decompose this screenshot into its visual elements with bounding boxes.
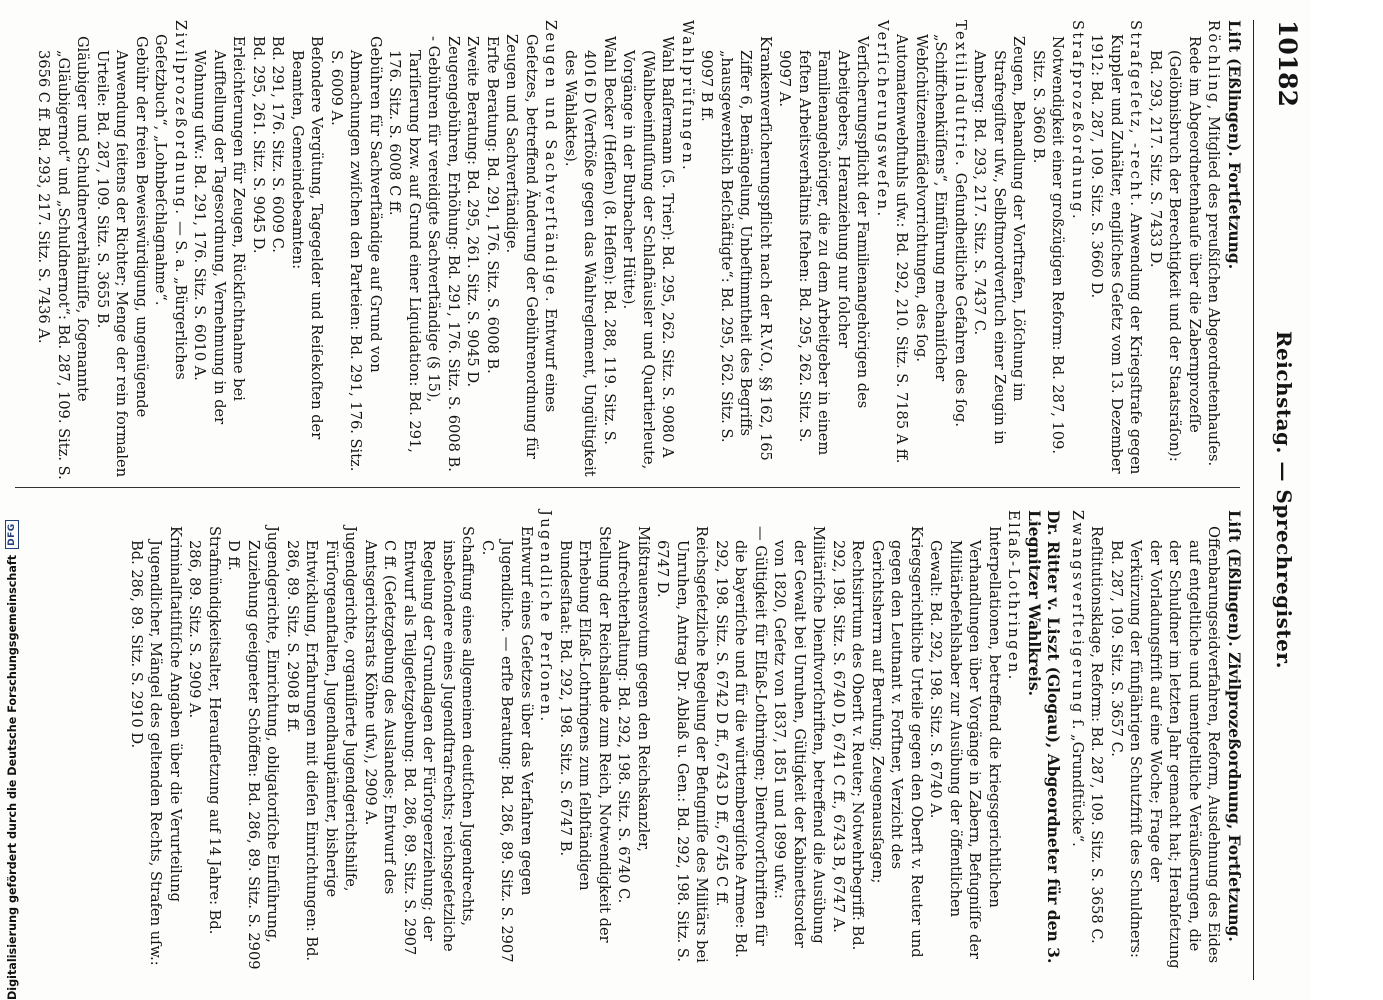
index-entry xyxy=(678,20,698,480)
index-entry xyxy=(1004,510,1024,970)
dfg-logo: DFG xyxy=(5,520,19,549)
index-entry xyxy=(770,510,829,970)
entry-text: Beſondere Vergütung, Tagegelder und Reiſekoſten der Beamten, Gemeindebeamten: xyxy=(289,36,326,440)
index-entry xyxy=(556,510,615,970)
entry-text: Gläubiger und Schuldnerverhältniſſe, ſogenannte „Gläubigernot“ und „Schuldnernot“: Bd. 287, 109. Sitz. S. 3656 C ff. Bd. 293, 217. Sitz. S. 7436 A. xyxy=(35,36,92,480)
entry-keyword: Jugendliche Perſonen. xyxy=(537,510,555,724)
entry-text: Notwendigkeit einer großzügigen Reform: Bd. 287, 109. Sitz. S. 3660 B. xyxy=(1030,36,1067,455)
entry-text: Zeugen, Behandlung der Vorſtrafen, Löſchung im Strafregiſter uſw., Selbſtmordverſuch einer Zeugin in Amberg: Bd. 293, 217. Sitz. S. 7437 C. xyxy=(971,36,1028,445)
index-entry xyxy=(970,20,1029,480)
index-entry xyxy=(444,20,464,480)
index-entry xyxy=(1068,20,1088,480)
left-column-heading: Liſt (Eßlingen). Fortſetzung. xyxy=(1225,20,1244,270)
index-entry xyxy=(463,20,483,480)
entry-keyword: Röchling, xyxy=(1205,20,1223,112)
index-entry xyxy=(775,20,873,480)
entry-text: Bd. 291, 176. Sitz. S. 6009 C. xyxy=(269,36,287,253)
entry-text: Entwurf eines Geſetzes, betreffend Änderung der Gebührenordnung für Zeugen und Sachverſtändige. xyxy=(503,34,560,459)
digitization-credit xyxy=(0,0,24,1000)
index-entry xyxy=(1204,20,1224,480)
entry-keyword: Elſaß-Lothringen. xyxy=(1005,510,1023,682)
index-entry xyxy=(1146,20,1205,480)
index-entry xyxy=(561,20,620,480)
entry-text: Verſicherungspflicht der Familienangehörigen des Arbeitgebers, Heranziehung nur ſolcher Familienangehöriger, die zu dem Arbeitgeber in einem feſten Arbeitsverhältnis ſtehen: Bd. 295, 262. Sitz. S. 9097 A. xyxy=(776,36,872,456)
index-entry xyxy=(653,510,712,970)
entry-text: ſ. „Grundſtücke“. xyxy=(1069,714,1086,847)
right-column-heading: Liſt (Eßlingen). Zivilprozeßordnung, Fortſetzung. xyxy=(1225,510,1244,942)
entry-text: Jugendgerichte, Einrichtung, obligatoriſche Einführung, Zuziehung geeigneter Schöffen: Bd. 286, 89. Sitz. S. 2909 D ff. xyxy=(225,526,282,970)
entry-text: Erſte Beratung: Bd. 291, 176. Sitz. S. 6008 B. xyxy=(484,36,501,374)
entry-text: — Gültigkeit für Elſaß-Lothringen; Dienſtvorſchriften für die bayeriſche und für die württembergiſche Armee: Bd. 292, 198. Sitz. S. 6742 D ff., 6743 D ff., 6745 C ff. xyxy=(713,526,769,958)
entry-text: Offenbarungseidverfahren, Reform, Ausdehnung des Eides auf entgeltliche und unentgeltliche Veräußerungen, die der Schuldner im letzten Jahr gemacht hat; Herabſetzung der Vorladungsfriſt auf eine Woche; Frage der Verkürzung der fünfjährigen Schutzfriſt des Schuldners: Bd. 287, 109. Sitz. S. 3657 C. xyxy=(1108,526,1223,969)
index-entry xyxy=(385,20,444,480)
entry-text: Mitglied des preußiſchen Abgeordnetenhauſes. xyxy=(1205,111,1223,467)
entry-text: Gebühr der freien Beweiswürdigung, ungenügende Anwendung ſeitens der Richter; Menge der rein formalen Urteile: Bd. 287, 109. Sitz. S. 3655 B. xyxy=(94,36,150,478)
index-entry xyxy=(327,20,386,480)
entry-text: Militäriſche Dienſtvorſchriften, betreffend die Ausübung der Gewalt bei Unruhen, Gültigkeit der Kabinettsorder von 1820, Geſetz von 1837, 1851 und 1899 uſw.: xyxy=(771,526,828,948)
entry-keyword: Zwangsverſteigerung xyxy=(1069,510,1086,715)
column-divider xyxy=(15,487,1240,488)
entry-text: Interpellationen, betreffend die kriegsgerichtlichen Verhandlungen über Vorgänge in Zabern, Befugniſſe der Militärbefehlshaber zur Ausübung der öffentlichen Gewalt: Bd. 292, 198. Sitz. S. 6740 A. xyxy=(927,526,1003,959)
index-entry xyxy=(361,510,478,970)
entry-text: Jugendgerichte, organiſierte Jugendgerichtshilfe, Fürſorgeanſtalten, Jugendhauptämter, bisherige Entwicklung, Erfahrungen mit dieſen Einrichtungen: Bd. 286, 89. Sitz. S. 2908 B ff. xyxy=(284,526,360,962)
entry-keyword: Zivilprozeßordnung. xyxy=(172,20,189,217)
entry-text: Reſtitutionsklage, Reform: Bd. 287, 109. Sitz. S. 3658 C. xyxy=(1088,526,1106,944)
index-entry xyxy=(127,510,186,970)
entry-text: Kriegsgerichtliche Urteile gegen den Oberſt v. Reuter und gegen den Leutnant v. Forſtner, Verzicht des Gerichtsherrn auf Berufung; Zeugenausſagen; Rechtsirrtum des Oberſt v. Reuter; Notwehrbegriff: Bd. 292, 198. Sitz. S. 6740 D, 6741 C ff., 6743 B, 6747 A. xyxy=(830,526,925,958)
index-entry xyxy=(268,20,288,480)
entry-text: Krankenverſicherungspflicht nach der R.V.O., §§ 162, 165 Ziffer 6, Bemängelung, Unbeſtimmtheit des Begriffs „hausgewerblich Beſchäftigte“: Bd. 295, 262. Sitz. S. 9097 B ff. xyxy=(698,36,774,461)
entry-text: Zweite Beratung: Bd. 295, 261. Sitz. S. 9045 D. xyxy=(464,36,482,388)
index-entry xyxy=(151,20,190,480)
index-entry xyxy=(34,20,93,480)
index-entry xyxy=(619,20,678,480)
entry-keyword: Strafgeſetz, -recht. xyxy=(1127,20,1145,209)
index-entry xyxy=(892,20,970,480)
entry-text: Bd. 295, 261. Sitz. S. 9045 D. xyxy=(250,36,267,254)
index-entry xyxy=(190,20,249,480)
index-entry xyxy=(1068,510,1088,970)
index-entry xyxy=(536,510,556,970)
entry-text: Gebühren für Sachverſtändige auf Grund von Abmachungen zwiſchen den Parteien: Bd. 291, 176. Sitz. S. 6009 A. xyxy=(328,36,384,472)
index-entry xyxy=(224,510,283,970)
index-entry xyxy=(185,510,224,970)
credit-text: Digitalisierung gefördert durch die Deutsche Forschungsgemeinschaft xyxy=(5,554,19,1000)
entry-text: Geſundheitliche Gefahren des ſog. „Schiffchenküſſens“, Einführung mechaniſcher Webſchützeneinfädelvorrichtungen, des ſog. Automatenwebſtuhls uſw.: Bd. 292, 210. Sitz. S. 7185 A ff. xyxy=(893,34,969,464)
right-column xyxy=(127,510,1245,970)
right-entry-list-2 xyxy=(127,510,1024,970)
index-entry xyxy=(478,510,537,970)
entry-keyword: Textilinduſtrie. xyxy=(952,20,969,169)
index-entry xyxy=(697,20,775,480)
entry-text: Anwendung der Kriegsſtrafe gegen Kuppler und Zuhälter, engliſches Geſetz vom 13. Dezember 1912: Bd. 287, 109. Sitz. S. 3660 D. xyxy=(1088,34,1145,475)
entry-keyword: Verſicherungsweſen. xyxy=(874,20,891,219)
speaker-heading-v-liszt: Dr. Ritter v. Liszt (Glogau), Abgeordneter für den 3. Liegnitzer Wahlkreis. xyxy=(1025,510,1064,964)
index-entry xyxy=(614,510,653,970)
entry-text: Kriminalſtatiſtiſche Angaben über die Verurteilung Jugendlicher, Mängel des geltenden Rechts, Strafen uſw.: Bd. 286, 89. Sitz. S. 2910 D. xyxy=(128,526,184,966)
entry-text: Mißtrauensvotum gegen den Reichskanzler, Aufrechterhaltung: Bd. 292, 198. Sitz. S. 6740 C. xyxy=(615,526,652,904)
index-entry xyxy=(1087,20,1146,480)
entry-text: Entwurf eines Geſetzes über das Verfahren gegen Jugendliche. — erſte Beratung: Bd. 286, 89. Sitz. S. 2907 C. xyxy=(479,526,535,963)
entry-text: Zeugengebühren, Erhöhung: Bd. 291, 176. Sitz. S. 6008 B. xyxy=(445,36,462,472)
index-entry xyxy=(1029,20,1068,480)
index-entry xyxy=(93,20,152,480)
index-entry xyxy=(1087,510,1107,970)
entry-keyword: Wahlprüfungen. xyxy=(679,20,696,173)
left-entry-list xyxy=(34,20,1224,480)
entry-text: Strafmündigkeitsalter, Heraufſetzung auf 14 Jahre: Bd. 286, 89. Sitz. S. 2909 A. xyxy=(186,526,223,935)
entry-text: — S. a. „Bürgerliches Geſetzbuch“, „Lohnbeſchlagnahme“. xyxy=(152,34,189,380)
entry-text: - Gebühren für vereidigte Sachverſtändige (§ 15), Tariſierung bzw. auf Grund einer Liquidation: Bd. 291, 176. Sitz. S. 6008 C ff. xyxy=(386,36,443,453)
left-column xyxy=(34,20,1244,480)
index-entry xyxy=(712,510,771,970)
index-entry xyxy=(829,510,927,970)
entry-text: Wahl Becker (Heſſen) (8. Heſſen): Bd. 288, 119. Sitz. S. 4016 D (Verſtöße gegen das Wahlreglement, Ungültigkeit des Wahlaktes). xyxy=(562,36,618,477)
index-entry xyxy=(483,20,503,480)
index-entry xyxy=(502,20,561,480)
index-entry xyxy=(283,510,361,970)
entry-text: Wahl Baſſermann (5. Trier): Bd. 295, 262. Sitz. S. 9080 A (Wahlbeeinfluſſung der Schlafhäusler und Quartierleute, Vorgänge in der Burbacher Hütte). xyxy=(620,36,677,470)
entry-text: Reichsgeſetzliche Regelung der Befugniſſe des Militärs bei Unruhen, Antrag Dr. Ablaß u. Gen.: Bd. 292, 198. Sitz. S. 6747 D. xyxy=(654,526,711,963)
entry-keyword: Zeugen und Sachverſtändige. xyxy=(542,20,560,304)
entry-keyword: Strafprozeßordnung. xyxy=(1069,20,1086,222)
index-entry xyxy=(249,20,269,480)
page-title: Reichstag. — Sprechregister. xyxy=(1272,330,1296,670)
page-number: 10182 xyxy=(1273,20,1302,107)
running-header xyxy=(1253,20,1310,980)
entry-text: Erleichterungen für Zeugen, Rückſichtnahme bei Aufſtellung der Tagesordnung, Vernehmung in der Wohnung uſw.: Bd. 291, 176. Sitz. S. 6010 A. xyxy=(191,36,248,425)
right-entry-list xyxy=(1068,510,1224,970)
index-entry xyxy=(288,20,327,480)
entry-text: Schaffung eines allgemeinen deutſchen Jugendrechts, insbeſondere eines Jugendſtrafrechts; reichsgeſetzliche Regelung der Grundlagen der Fürſorgeerziehung; der Entwurf als Teilgeſetzgebung: Bd. 286, 89. Sitz. S. 2907 C ff. (Geſetzgebung des Auslandes; Entwurf des Amtsgerichtsrats Köhne uſw.), 2909 A. xyxy=(362,526,477,956)
index-entry xyxy=(926,510,1004,970)
entry-text: Stellung der Reichslande zum Reich, Notwendigkeit der Erhebung Elſaß-Lothringens zum ſelbſtändigen Bundesſtaat: Bd. 292, 198. Sitz. S. 6747 B. xyxy=(557,526,613,943)
index-entry xyxy=(1107,510,1224,970)
entry-text: Rede im Abgeordnetenhauſe über die Zabernprozeſſe (Gelöbnisbruch der Berechtigkeit und der Staatsräſon): Bd. 293, 217. Sitz. S. 7433 D. xyxy=(1147,36,1203,462)
index-entry xyxy=(873,20,893,480)
